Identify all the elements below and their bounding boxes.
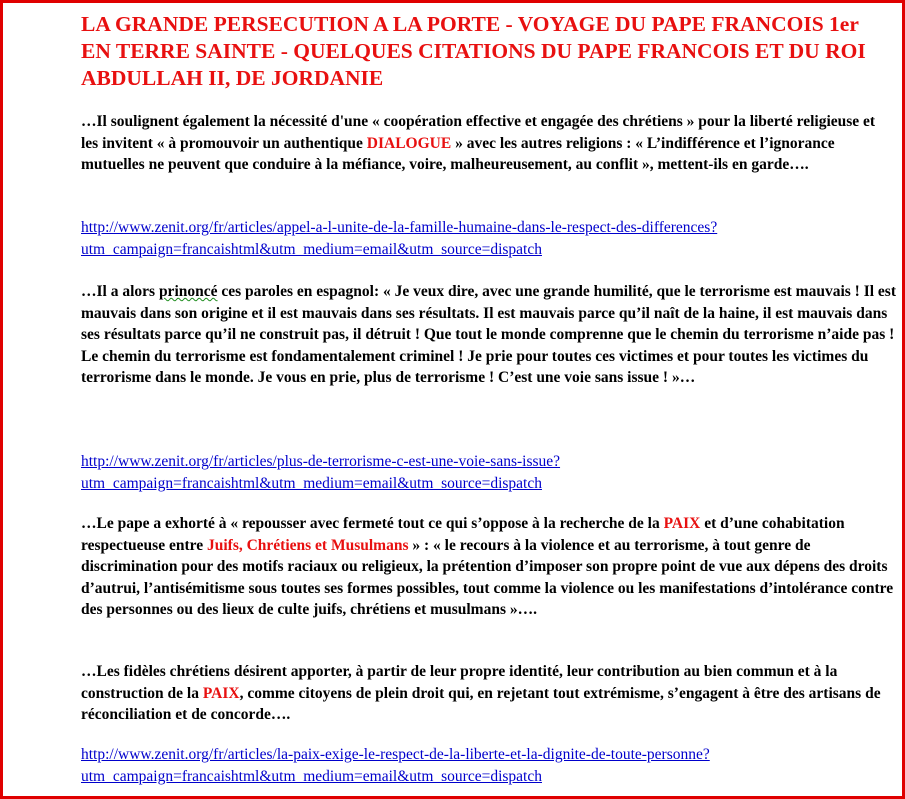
paragraph-text: » avec les autres religions : « L’indifférence et l’ignorance mutuelles ne peuvent que conduire à la méfiance, voire, malheureusement, au conflit », mettent-ils en garde….	[81, 134, 835, 173]
highlight-paix: PAIX	[663, 515, 701, 532]
paragraph-terrorisme	[81, 281, 896, 389]
highlight-religions: Juifs, Chrétiens et Musulmans	[206, 536, 409, 554]
paragraph-text: …Il soulignent également la nécessité d'une « coopération effective et engagée des chrétiens » pour la liberté religieuse et les invitent « à promouvoir un authentique	[81, 113, 876, 152]
highlight-paix-2: PAIX	[202, 684, 240, 702]
misspelled-word: prinoncé	[158, 283, 218, 300]
paragraph-text: …Il a alors	[81, 283, 159, 300]
paragraph-text: et d’une cohabitation respectueuse entre	[81, 515, 845, 554]
highlight-dialogue: DIALOGUE	[366, 134, 452, 152]
paragraph-chretiens	[81, 661, 896, 726]
article-link-paix[interactable]: http://www.zenit.org/fr/articles/la-paix-exige-le-respect-de-la-liberte-et-la-dignite-de-toute-personne?utm_campaign=francaishtml&utm_medium=email&utm_source=dispatch	[81, 746, 710, 785]
paragraph-text: ces paroles en espagnol: « Je veux dire, avec une grande humilité, que le terrorisme est mauvais ! Il est mauvais dans son origine et il est mauvais dans ses résultats. Il est mauvais parce qu’il naît de la haine, il est mauvais dans ses résultats parce qu’il ne construit pas, il détruit ! Que tout le monde comprenne que le chemin du terrorisme n’aide pas ! Le chemin du terrorisme est fondamentalement criminel ! Je prie pour toutes ces victimes et pour toutes les victimes du terrorisme dans le monde. Je vous en prie, plus de terrorisme ! C’est une voie sans issue ! »…	[81, 283, 896, 386]
article-link-unite[interactable]: http://www.zenit.org/fr/articles/appel-a-l-unite-de-la-famille-humaine-dans-le-respect-des-differences?utm_campaign=francaishtml&utm_medium=email&utm_source=dispatch	[81, 219, 718, 258]
paragraph-text: …Les fidèles chrétiens désirent apporter, à partir de leur propre identité, leur contribution au bien commun et à la construction de la	[81, 663, 838, 702]
article-link-terrorisme[interactable]: http://www.zenit.org/fr/articles/plus-de-terrorisme-c-est-une-voie-sans-issue?utm_campaign=francaishtml&utm_medium=email&utm_source=dispatch	[81, 453, 561, 492]
paragraph-paix	[81, 513, 896, 621]
paragraph-text: , comme citoyens de plein droit qui, en rejetant tout extrémisme, s’engagent à être des artisans de réconciliation et de concorde….	[81, 684, 881, 723]
page-title: LA GRANDE PERSECUTION A LA PORTE - VOYAGE DU PAPE FRANCOIS 1er EN TERRE SAINTE - QUELQUES CITATIONS DU PAPE FRANCOIS ET DU ROI ABDULLAH II, DE JORDANIE	[81, 12, 866, 90]
paragraph-dialogue	[81, 111, 896, 176]
paragraph-text: …Le pape a exhorté à « repousser avec fermeté tout ce qui s’oppose à la recherche de la	[81, 515, 664, 532]
paragraph-text: » : « le recours à la violence et au terrorisme, à tout genre de discrimination pour des motifs raciaux ou religieux, la prétention d’imposer son propre point de vue aux dépens des droits d’autrui, l’antisémitisme sous toutes ses formes possibles, tout comme la violence ou les manifestations d’intolérance contre des personnes ou des lieux de culte juifs, chrétiens et musulmans »….	[81, 536, 894, 618]
